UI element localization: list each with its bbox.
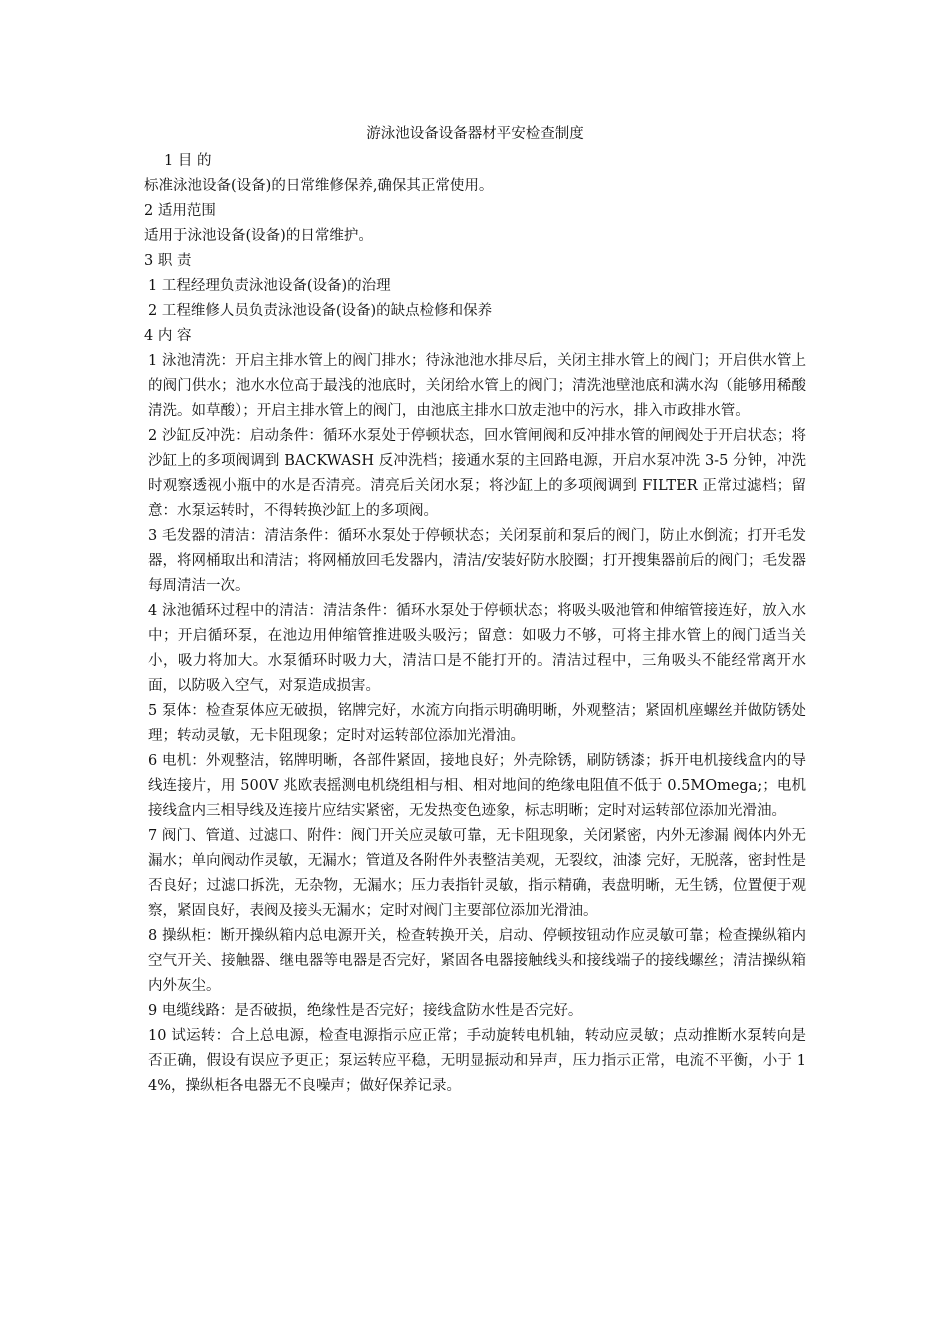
paragraph: 标准泳池设备(设备)的日常维修保养,确保其正常使用。	[144, 178, 494, 194]
paragraph: 3 毛发器的清洁：清洁条件：循环水泵处于停顿状态；关闭泵前和泵后的阀门，防止水倒流；打开毛发器，将网桶取出和清洁；将网桶放回毛发器内，清洁/安装好防水胶圈；打开搜集器前后的阀门；毛发器每周清洁一次。	[148, 528, 806, 594]
paragraph: 适用于泳池设备(设备)的日常维护。	[144, 228, 373, 244]
paragraph: 2 沙缸反冲洗：启动条件：循环水泵处于停顿状态，回水管闸阀和反冲排水管的闸阀处于开启状态；将沙缸上的多项阀调到 BACKWASH 反冲洗档；接通水泵的主回路电源，开启水泵冲洗 3-5 分钟，冲洗时观察透视小瓶中的水是否清亮。清亮后关闭水泵；将沙缸上的多项阀调到 FILTER 正常过滤档；留意：水泵运转时，不得转换沙缸上的多项阀。	[148, 428, 806, 519]
document-title: 游泳池设备设备器材平安检查制度	[366, 126, 584, 142]
paragraph: 1 工程经理负责泳池设备(设备)的治理	[148, 278, 391, 294]
document-body	[144, 122, 806, 1099]
paragraph: 4 泳池循环过程中的清洁：清洁条件：循环水泵处于停顿状态；将吸头吸池管和伸缩管接连好，放入水中；开启循环泵，在池边用伸缩管推进吸头吸污；留意：如吸力不够，可将主排水管上的阀门适当关小，吸力将加大。水泵循环时吸力大，清洁口是不能打开的。清洁过程中，三角吸头不能经常离开水面，以防吸入空气，对泵造成损害。	[148, 603, 806, 694]
paragraph: 9 电缆线路：是否破损，绝缘性是否完好；接线盒防水性是否完好。	[148, 1003, 583, 1019]
paragraph: 1 泳池清洗：开启主排水管上的阀门排水；待泳池池水排尽后，关闭主排水管上的阀门；开启供水管上的阀门供水；池水水位高于最浅的池底时，关闭给水管上的阀门；清洗池壁池底和满水沟（能够用稀酸清洗。如草酸）；开启主排水管上的阀门，由池底主排水口放走池中的污水，排入市政排水管。	[148, 353, 806, 419]
paragraph: 7 阀门、管道、过滤口、附件：阀门开关应灵敏可靠，无卡阻现象，关闭紧密，内外无渗漏 阀体内外无漏水；单向阀动作灵敏，无漏水；管道及各附件外表整洁美观，无裂纹，油漆 完好，无脱落，密封性是否良好；过滤口拆洗，无杂物，无漏水；压力表指针灵敏，指示精确，表盘明晰，无生锈，位置便于观察，紧固良好，表阀及接头无漏水；定时对阀门主要部位添加光滑油。	[148, 828, 806, 919]
paragraph: 2 适用范围	[144, 203, 216, 219]
paragraph: 6 电机：外观整洁，铭牌明晰，各部件紧固，接地良好；外壳除锈，刷防锈漆；拆开电机接线盒内的导线连接片，用 500V 兆欧表摇测电机绕组相与相、相对地间的绝缘电阻值不低于 0.5MOmega;；电机接线盒内三相导线及连接片应结实紧密，无发热变色迹象，标志明晰；定时对运转部位添加光滑油。	[148, 753, 806, 819]
paragraph: 2 工程维修人员负责泳池设备(设备)的缺点检修和保养	[148, 303, 493, 319]
paragraph: 10 试运转：合上总电源，检查电源指示应正常；手动旋转电机轴，转动应灵敏；点动推断水泵转向是否正确，假设有误应予更正；泵运转应平稳，无明显振动和异声，压力指示正常，电流不平衡，小于 14%，操纵柜各电器无不良噪声；做好保养记录。	[148, 1028, 806, 1094]
paragraph: 5 泵体：检查泵体应无破损，铭牌完好，水流方向指示明确明晰，外观整洁；紧固机座螺丝并做防锈处理；转动灵敏，无卡阻现象；定时对运转部位添加光滑油。	[148, 703, 806, 744]
paragraph: 1 目 的	[164, 153, 212, 169]
paragraph-list	[144, 149, 806, 1099]
paragraph: 8 操纵柜：断开操纵箱内总电源开关，检查转换开关，启动、停顿按钮动作应灵敏可靠；检查操纵箱内空气开关、接触器、继电器等电器是否完好，紧固各电器接触线头和接线端子的接线螺丝；清洁操纵箱内外灰尘。	[148, 928, 806, 994]
paragraph: 3 职 责	[144, 253, 192, 269]
paragraph: 4 内 容	[144, 328, 192, 344]
